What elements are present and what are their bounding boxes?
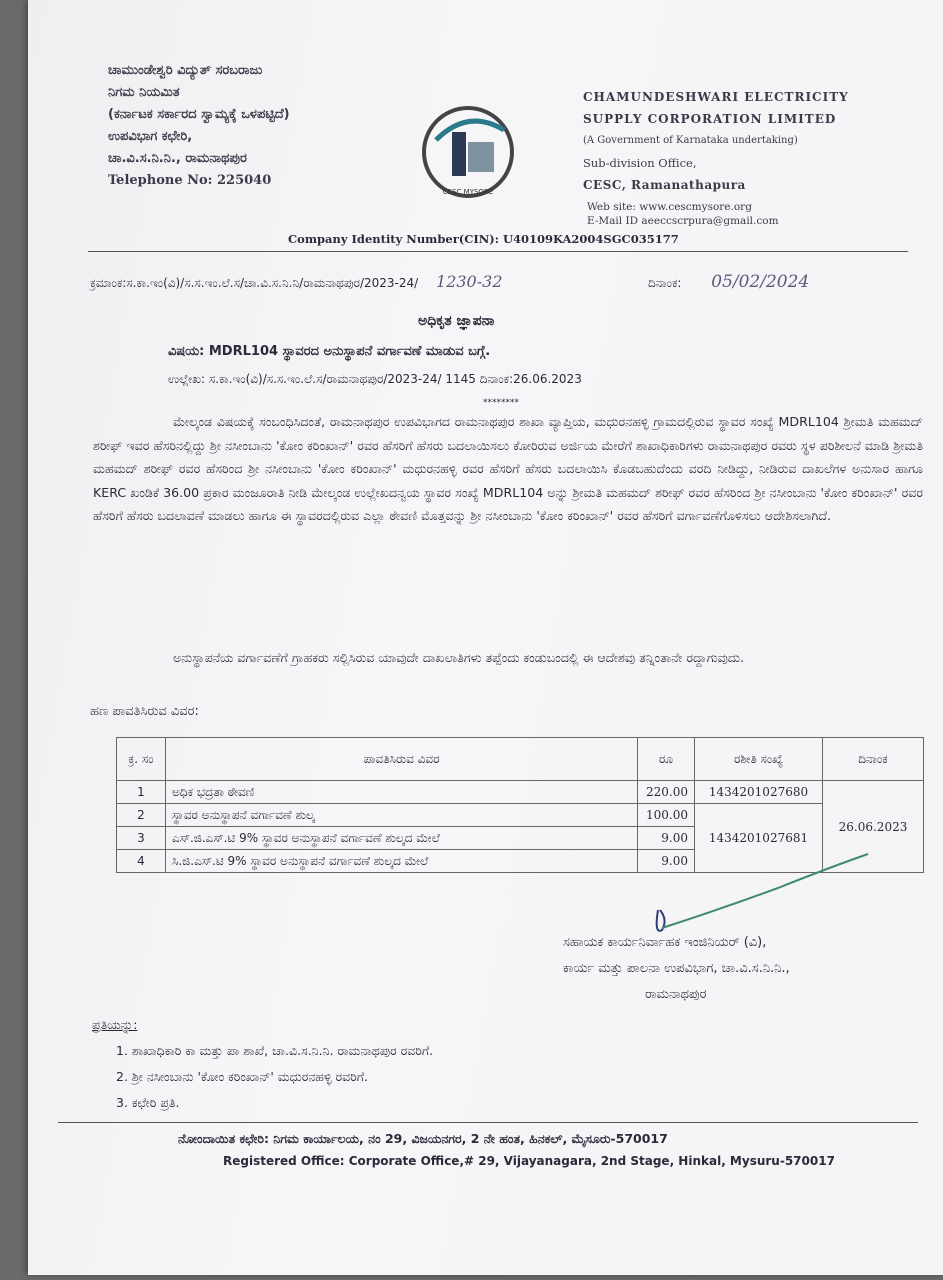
date-label: ದಿನಾಂಕ: [648, 276, 682, 290]
column-header: ಕ್ರ. ಸಂ [117, 738, 166, 781]
letter-date [648, 272, 809, 292]
english-letterhead [583, 86, 849, 228]
table-header-row [117, 738, 924, 781]
footer-divider [58, 1122, 918, 1123]
memo-subject: ವಿಷಯ: MDRL104 ಸ್ಥಾವರದ ಅನುಸ್ಥಾಪನೆ ವರ್ಗಾವಣೆ ಮಾಡುವ ಬಗ್ಗೆ. [168, 344, 491, 359]
reference-number-printed: ಕ್ರಮಾಂಕ:ಸ.ಕಾ.ಇಂ(ವಿ)/ಸ.ಸ.ಇಂ.ಲೆ.ಸ/ಚಾ.ವಿ.ಸ.ನಿ.ನಿ/ರಾಮನಾಥಪುರ/2023-24/ [90, 276, 419, 290]
table-row [117, 804, 924, 827]
column-header: ದಿನಾಂಕ [823, 738, 924, 781]
receipt-number: 1434201027681 [695, 804, 823, 873]
column-header: ಪಾವತಿಸಿರುವ ವಿವರ [166, 738, 638, 781]
table-row [117, 781, 924, 804]
payment-date: 26.06.2023 [823, 781, 924, 873]
kannada-header-line: ಉಪವಿಭಾಗ ಕಛೇರಿ, [108, 129, 193, 144]
memo-reference: ಉಲ್ಲೇಖ: ಸ.ಕಾ.ಇಂ(ವಿ)/ಸ.ಸ.ಇಂ.ಲೆ.ಸ/ರಾಮನಾಥಪುರ/2023-24/ 1145 ದಿನಾಂಕ:26.06.2023 [168, 372, 582, 386]
body-paragraph-2 [93, 646, 923, 670]
row-description: ಅಧಿಕ ಭದ್ರತಾ ಠೇವಣಿ [166, 781, 638, 804]
website: Web site: www.cescmysore.org [587, 201, 752, 213]
row-amount: 220.00 [638, 781, 695, 804]
row-serial: 4 [117, 850, 166, 873]
memo-title: ಅಧಿಕೃತ ಜ್ಞಾಪನಾ [418, 313, 495, 329]
kannada-header-line: ಚಾ.ವಿ.ಸ.ನಿ.ನಿ., ರಾಮನಾಥಪುರ [108, 151, 247, 166]
signatory-office: ಕಾರ್ಯ ಮತ್ತು ಪಾಲನಾ ಉಪವಿಭಾಗ, ಚಾ.ವಿ.ಸ.ನಿ.ನಿ., [563, 961, 790, 976]
email: E-Mail ID aeeccscrpura@gmail.com [587, 215, 779, 227]
row-amount: 9.00 [638, 827, 695, 850]
reference-number [90, 272, 503, 291]
row-description: ಸ್ಥಾವರ ಅನುಸ್ಥಾಪನೆ ವರ್ಗಾವಣೆ ಶುಲ್ಕ [166, 804, 638, 827]
row-serial: 2 [117, 804, 166, 827]
row-description: ಸಿ.ಜಿ.ಎಸ್.ಟಿ 9% ಸ್ಥಾವರ ಅನುಸ್ಥಾಪನೆ ವರ್ಗಾವಣೆ ಶುಲ್ಕದ ಮೇಲೆ [166, 850, 638, 873]
header-divider [88, 251, 908, 252]
kannada-header-line: ಚಾಮುಂಡೇಶ್ವರಿ ವಿದ್ಯುತ್ ಸರಬರಾಜು [108, 63, 263, 78]
copy-item: 2. ಶ್ರೀ ನಸೀಂಬಾನು 'ಕೋಂ ಕರಿಂಖಾನ್' ಮಧುರನಹಳ್ಳಿ ರವರಿಗೆ. [116, 1069, 368, 1084]
copies-section [92, 1012, 434, 1116]
signature-block [563, 930, 790, 1008]
english-header-line: (A Government of Karnataka undertaking) [583, 135, 798, 146]
telephone-number: Telephone No: 225040 [108, 173, 272, 188]
kannada-letterhead [108, 60, 290, 192]
copy-item: 1. ಶಾಖಾಧಿಕಾರಿ ಕಾ ಮತ್ತು ಪಾ ಶಾಖೆ, ಚಾ.ವಿ.ಸ.ನಿ.ನಿ. ರಾಮನಾಥಪುರ ರವರಿಗೆ. [116, 1043, 434, 1058]
english-header-line: Sub-division Office, [583, 156, 697, 170]
row-amount: 100.00 [638, 804, 695, 827]
logo-text: CESC MYSORE [442, 188, 494, 196]
signatory-place: ರಾಮನಾಥಪುರ [645, 987, 707, 1002]
column-header: ರಶೀತಿ ಸಂಖ್ಯೆ [695, 738, 823, 781]
english-header-line: SUPPLY CORPORATION LIMITED [583, 112, 837, 126]
company-identity-number: Company Identity Number(CIN): U40109KA2004SGC035177 [288, 232, 679, 246]
row-serial: 3 [117, 827, 166, 850]
column-header: ರೂ [638, 738, 695, 781]
date-handwritten: 05/02/2024 [711, 272, 810, 292]
footer-kannada-address: ನೋಂದಾಯಿತ ಕಛೇರಿ: ನಿಗಮ ಕಾರ್ಯಾಲಯ, ನಂ 29, ವಿಜಯನಗರ, 2 ನೇ ಹಂತ, ಹಿನಕಲ್, ಮೈಸೂರು-570017 [178, 1131, 668, 1146]
body-paragraph-1 [93, 410, 923, 528]
copy-item: 3. ಕಛೇರಿ ಪ್ರತಿ. [116, 1095, 180, 1110]
english-header-line: CHAMUNDESHWARI ELECTRICITY [583, 90, 849, 104]
english-header-line: CESC, Ramanathapura [583, 178, 746, 192]
row-serial: 1 [117, 781, 166, 804]
payment-heading: ಹಣ ಪಾವತಿಸಿರುವ ವಿವರ: [90, 704, 199, 719]
receipt-number: 1434201027680 [695, 781, 823, 804]
document-page [28, 0, 943, 1275]
cesc-logo [416, 100, 521, 205]
copies-heading: ಪ್ರತಿಯನ್ನು: [92, 1017, 138, 1032]
paragraph-text: ಮೇಲ್ಕಂಡ ವಿಷಯಕ್ಕೆ ಸಂಬಂಧಿಸಿದಂತೆ, ರಾಮನಾಥಪುರ ಉಪವಿಭಾಗದ ರಾಮನಾಥಪುರ ಶಾಖಾ ವ್ಯಾಪ್ತಿಯ, ಮಧುರನಹಳ್ಳಿ ಗ್ರಾಮದಲ್ಲಿರುವ ಸ್ಥಾವರ ಸಂಖ್ಯೆ MDRL104 ಶ್ರೀಮತಿ ಮಹಮದ್ ಶರೀಫ್ ಇವರ ಹೆಸರಿನಲ್ಲಿದ್ದು ಶ್ರೀ ನಸೀಂಬಾನು 'ಕೋಂ ಕರಿಂಖಾನ್' ರವರ ಹೆಸರಿಗೆ ಹೆಸರು ಬದಲಾಯಿಸಲು ಕೋರಿರುವ ಅರ್ಜಿಯ ಮೇರೆಗೆ ಶಾಖಾಧಿಕಾರಿಗಳು ರಾಮನಾಥಪುರ ರವರು ಸ್ಥಳ ಪರಿಶೀಲನೆ ಮಾಡಿ ಶ್ರೀಮತಿ ಮಹಮದ್ ಶರೀಫ್ ರವರ ಹೆಸರಿಂದ ಶ್ರೀ ನಸೀಂಬಾನು 'ಕೋಂ ಕರಿಂಖಾನ್' ಮಧುರನಹಳ್ಳಿ ರವರ ಹೆಸರಿಗೆ ಹೆಸರು ಬದಲಾಯಿಸಿ ಕೊಡಬಹುದೆಂದು ವರದಿ ನೀಡಿದ್ದು, ನೀಡಿರುವ ದಾಖಲೆಗಳ ಅನುಸಾರ ಹಾಗೂ KERC ಖಂಡಿಕೆ 36.00 ಪ್ರಕಾರ ಮಂಜೂರಾತಿ ನೀಡಿ ಮೇಲ್ಕಂಡ ಉಲ್ಲೇಖದನ್ವಯ ಸ್ಥಾವರ ಸಂಖ್ಯೆ MDRL104 ಅನ್ನು ಶ್ರೀಮತಿ ಮಹಮದ್ ಶರೀಫ್ ರವರ ಹೆಸರಿಂದ ಶ್ರೀ ನಸೀಂಬಾನು 'ಕೋಂ ಕರಿಂಖಾನ್' ರವರ ಹೆಸರಿಗೆ ಹೆಸರು ಬದಲಾವಣೆ ಮಾಡಲು ಹಾಗೂ ಈ ಸ್ಥಾವರದಲ್ಲಿರುವ ಎಲ್ಲಾ ಠೇವಣಿ ಮೊತ್ತವನ್ನು ಶ್ರೀ ನಸೀಂಬಾನು 'ಕೋಂ ಕರಿಂಖಾನ್' ರವರ ಹೆಸರಿಗೆ ವರ್ಗಾವಣೆಗೊಳಿಸಲು ಆದೇಶಿಸಲಾಗಿದೆ. [93, 414, 923, 523]
kannada-header-line: ನಿಗಮ ನಿಯಮಿತ [108, 85, 180, 100]
separator-stars: ******** [483, 398, 519, 408]
row-description: ಎಸ್.ಜಿ.ಎಸ್.ಟಿ 9% ಸ್ಥಾವರ ಅನುಸ್ಥಾಪನೆ ವರ್ಗಾವಣೆ ಶುಲ್ಕದ ಮೇಲೆ [166, 827, 638, 850]
kannada-header-line: (ಕರ್ನಾಟಕ ಸರ್ಕಾರದ ಸ್ವಾಮ್ಯಕ್ಕೆ ಒಳಪಟ್ಟಿದೆ) [108, 107, 290, 122]
paragraph-text: ಅನುಸ್ಥಾಪನೆಯ ವರ್ಗಾವಣೆಗೆ ಗ್ರಾಹಕರು ಸಲ್ಲಿಸಿರುವ ಯಾವುದೇ ದಾಖಲಾತಿಗಳು ತಪ್ಪೆಂದು ಕಂಡುಬಂದಲ್ಲಿ ಈ ಆದೇಶವು ತನ್ನಿಂತಾನೇ ರದ್ದಾಗುವುದು. [173, 650, 744, 665]
footer-english-address: Registered Office: Corporate Office,# 29, Vijayanagara, 2nd Stage, Hinkal, Mysuru-570017 [223, 1154, 835, 1168]
row-amount: 9.00 [638, 850, 695, 873]
reference-number-handwritten: 1230-32 [436, 272, 503, 291]
signatory-designation: ಸಹಾಯಕ ಕಾರ್ಯನಿರ್ವಾಹಕ ಇಂಜಿನಿಯರ್ (ವಿ), [563, 935, 767, 950]
